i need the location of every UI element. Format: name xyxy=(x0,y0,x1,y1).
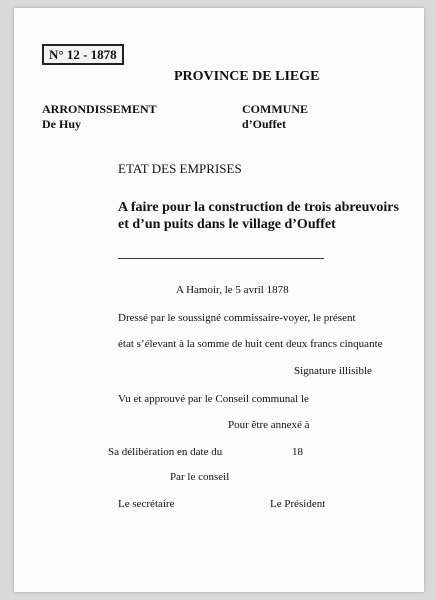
deliberation-text: Sa délibération en date du xyxy=(108,446,223,458)
drawn-up-text: Dressé par le soussigné commissaire-voyer, le présent xyxy=(118,312,356,324)
arrondissement-value: De Huy xyxy=(42,117,81,131)
approval-text: Vu et approuvé par le Conseil communal le xyxy=(118,393,309,405)
commune-value: d’Ouffet xyxy=(242,117,286,131)
document-heading: ETAT DES EMPRISES xyxy=(118,161,242,176)
annex-text: Pour être annexé à xyxy=(228,419,310,431)
subject-line-1: A faire pour la construction de trois abreuvoirs xyxy=(118,200,399,215)
subject-line-2: et d’un puits dans le village d’Ouffet xyxy=(118,217,336,232)
secretary-signature-label: Le secrétaire xyxy=(118,498,175,510)
document-page xyxy=(14,8,424,592)
deliberation-day: 18 xyxy=(292,446,303,458)
arrondissement-label: ARRONDISSEMENT xyxy=(42,102,157,116)
commune-label: COMMUNE xyxy=(242,102,308,116)
amount-text: état s’élevant à la somme de huit cent deux francs cinquante xyxy=(118,338,383,350)
document-reference-box: N° 12 - 1878 xyxy=(42,44,124,65)
signature-note: Signature illisible xyxy=(294,365,372,377)
province-title: PROVINCE DE LIEGE xyxy=(174,69,320,84)
by-council-text: Par le conseil xyxy=(170,471,230,483)
divider-rule xyxy=(118,258,324,259)
place-date: A Hamoir, le 5 avril 1878 xyxy=(176,284,289,296)
president-signature-label: Le Président xyxy=(270,498,326,510)
